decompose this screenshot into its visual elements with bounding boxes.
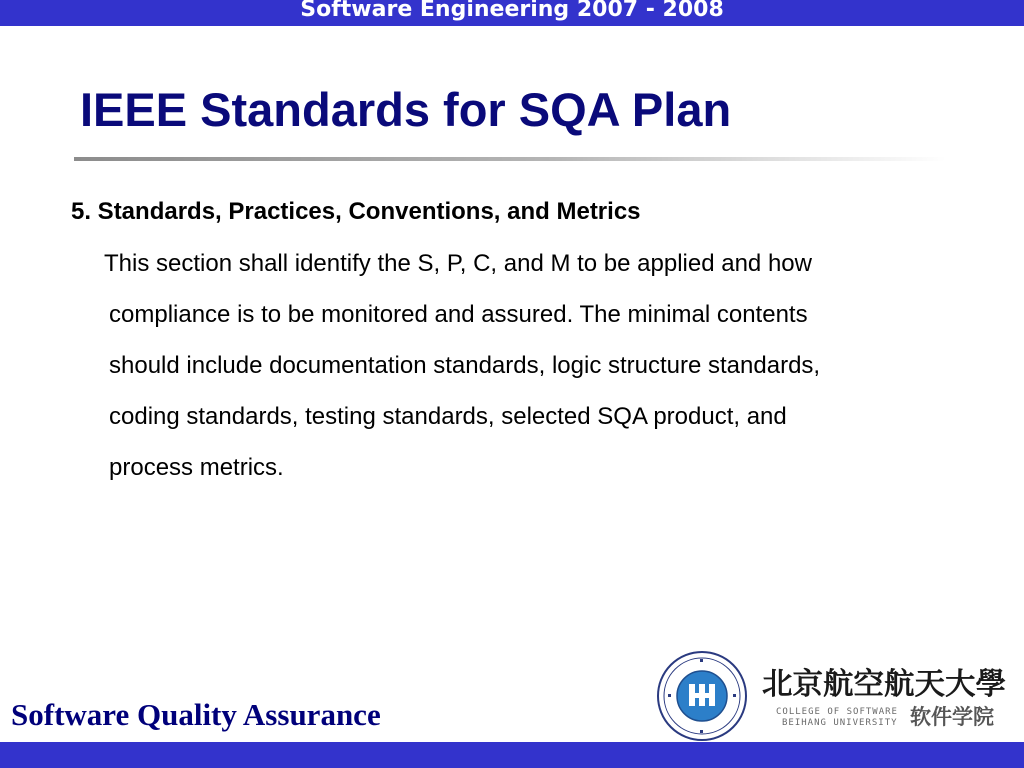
svg-text:软件学院: 软件学院 [910,705,994,729]
course-header-text: Software Engineering 2007 - 2008 [300,0,724,22]
footer-bar [0,742,1024,768]
body-line: process metrics. [109,454,284,481]
body-line: This section shall identify the S, P, C, and M to be applied and how [104,250,812,277]
svg-text:COLLEGE OF SOFTWARE: COLLEGE OF SOFTWARE [776,707,898,717]
body-line: compliance is to be monitored and assured. The minimal contents [109,301,808,328]
svg-text:北京航空航天大學: 北京航空航天大學 [762,667,1006,702]
section-heading: 5. Standards, Practices, Conventions, and Metrics [71,198,641,225]
header-bar [0,0,1024,26]
university-seal-icon [656,650,748,742]
body-line: coding standards, testing standards, selected SQA product, and [109,403,787,430]
footer-course-title: Software Quality Assurance [11,697,381,732]
svg-text:BEIHANG UNIVERSITY: BEIHANG UNIVERSITY [782,718,898,728]
title-divider [74,157,946,161]
body-line: should include documentation standards, logic structure standards, [109,352,821,379]
slide-title: IEEE Standards for SQA Plan [80,83,732,136]
university-wordmark-logo [760,660,1010,732]
